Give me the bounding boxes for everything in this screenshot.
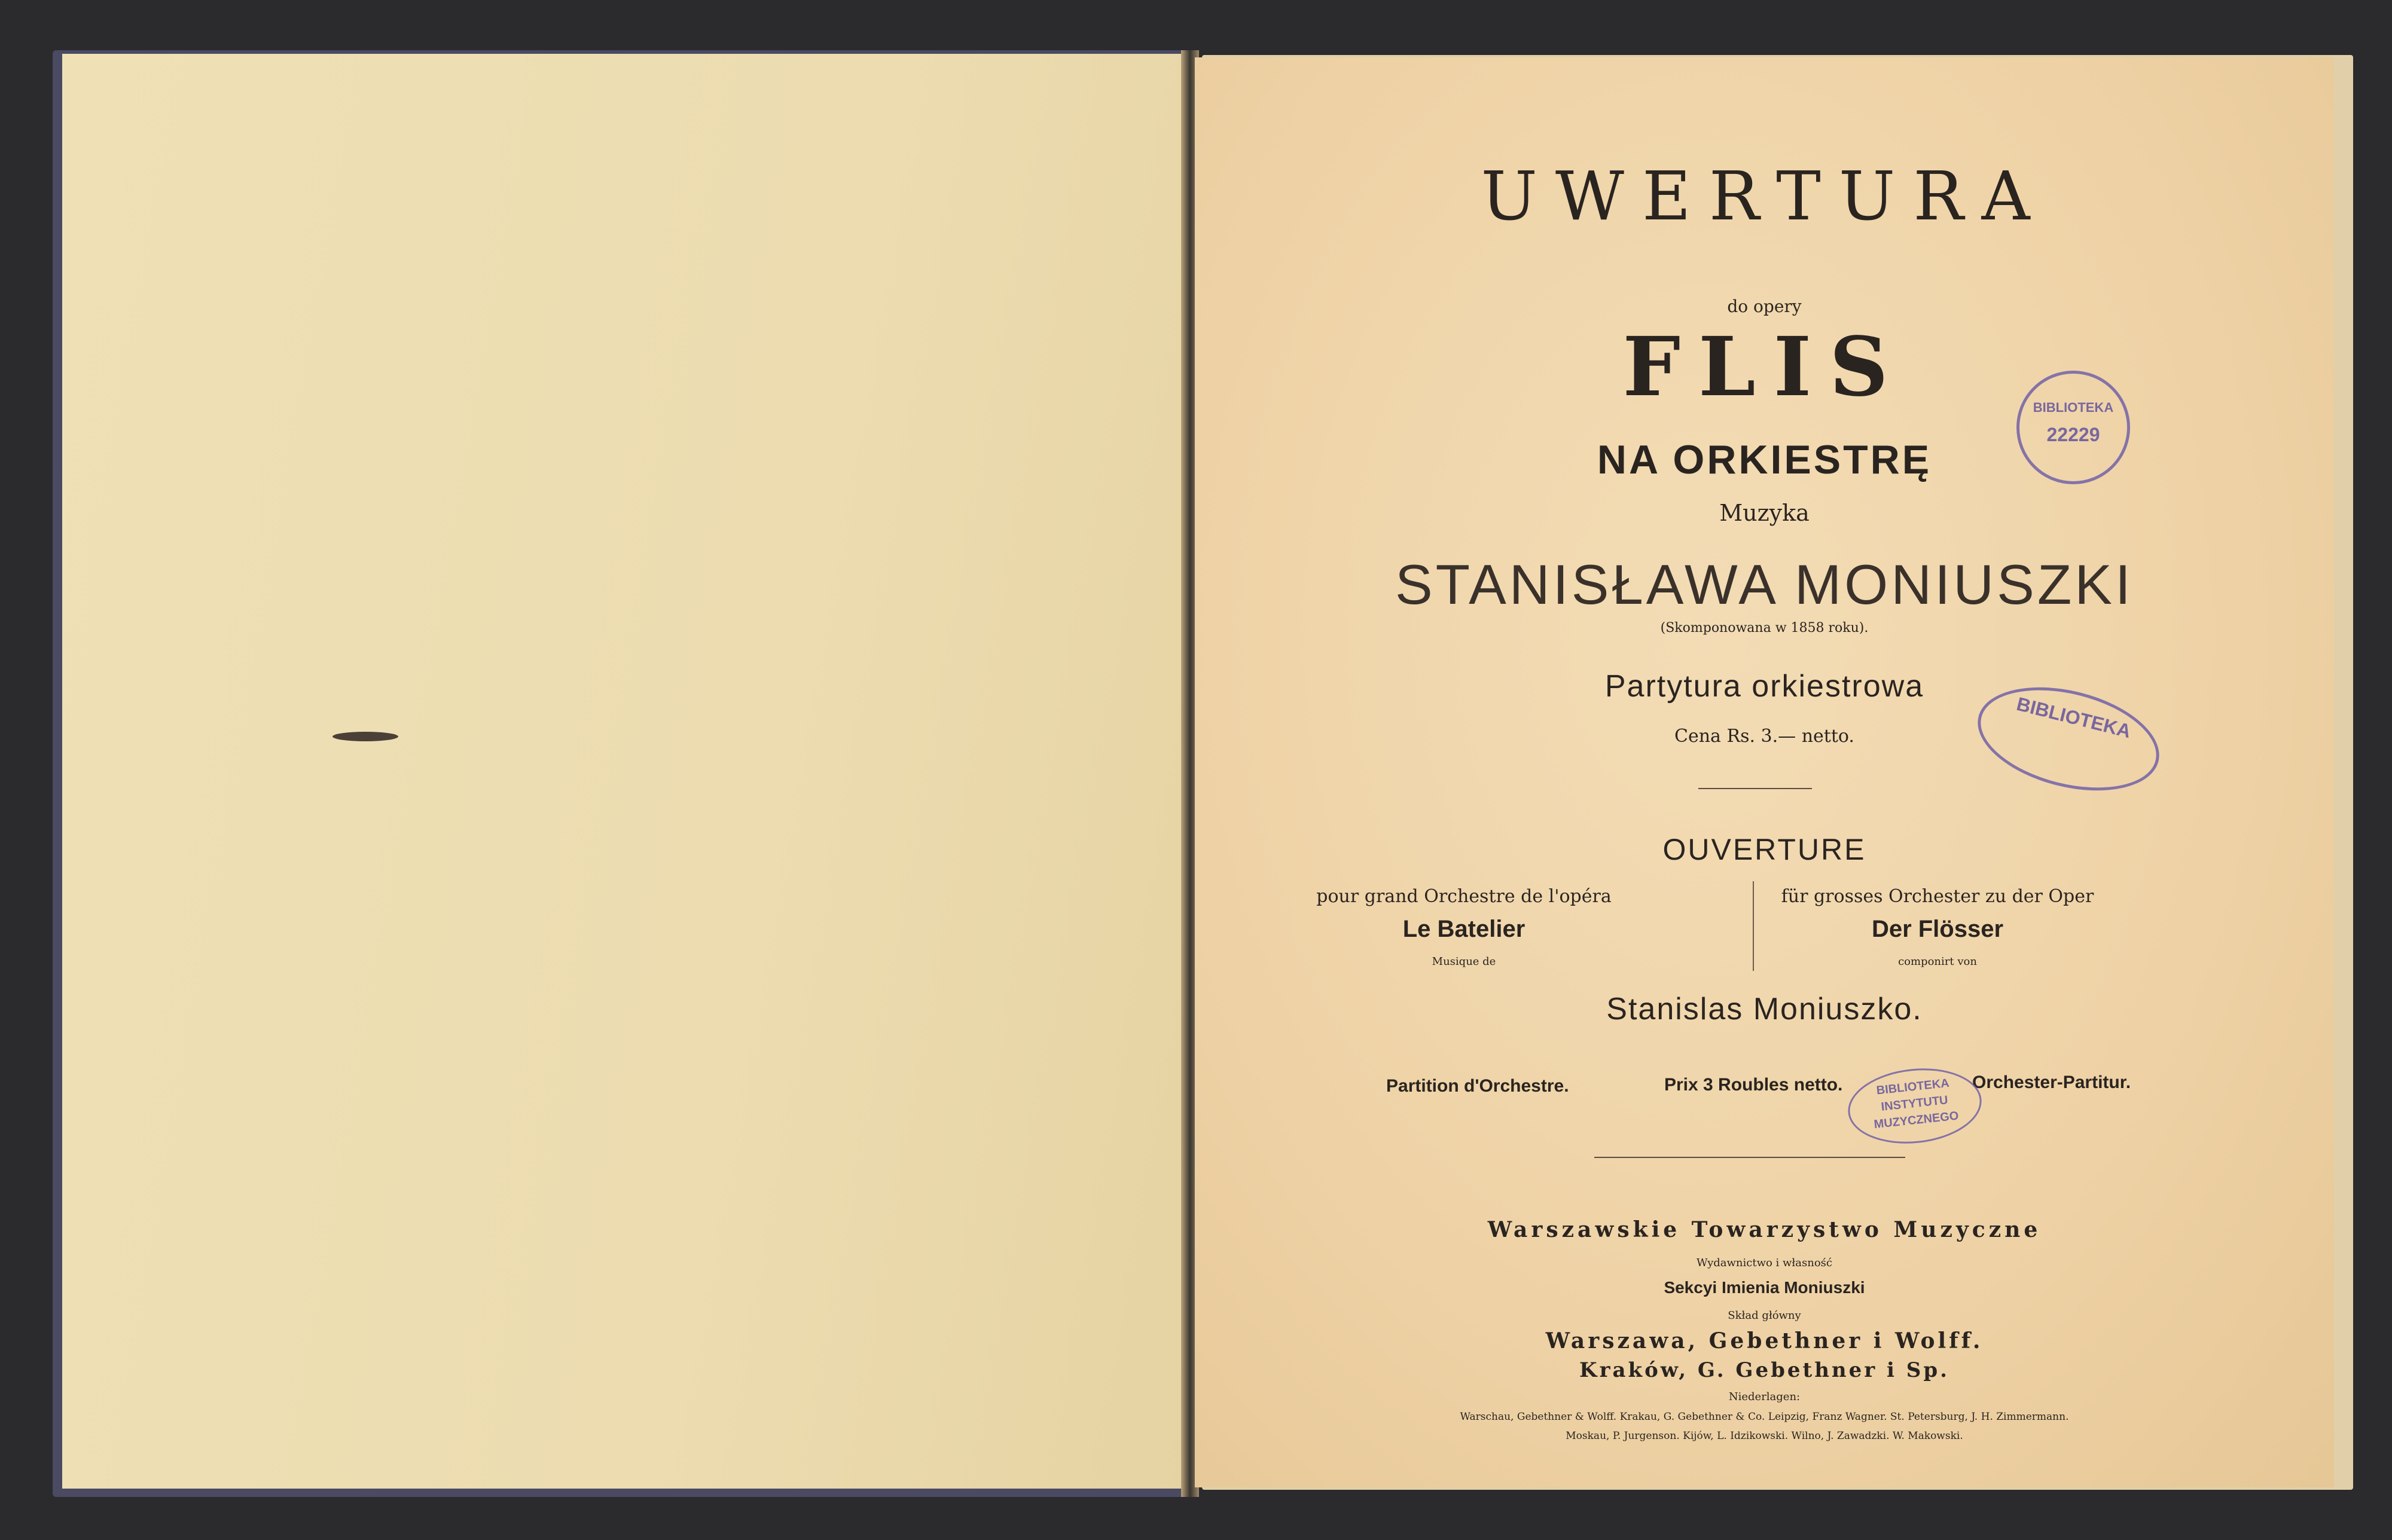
small-oval-stamp: BIBLIOTEKA INSTYTUTU MUZYCZNEGO xyxy=(1844,1062,1985,1150)
composer-name: STANISŁAWA MONIUSZKI xyxy=(1395,553,2134,616)
title-na-orkiestre: NA ORKIESTRĘ xyxy=(1597,437,1932,482)
title-flis: FLIS xyxy=(1622,319,1906,415)
ornament-rule-1 xyxy=(1698,788,1812,789)
publisher-krakow: Kraków, G. Gebethner i Sp. xyxy=(1579,1358,1949,1382)
publisher-wydawnictwo: Wydawnictwo i własność xyxy=(1696,1257,1832,1269)
publisher-sklad: Skład główny xyxy=(1728,1309,1801,1322)
orchester-partitur-label: Orchester-Partitur. xyxy=(1972,1072,2131,1092)
german-line: für grosses Orchester zu der Oper xyxy=(1781,886,2094,907)
price-polish: Cena Rs. 3.— netto. xyxy=(1674,726,1854,747)
niederlagen-line-2: Moskau, P. Jurgenson. Kijów, L. Idzikowski. Wilno, J. Zawadzki. W. Makowski. xyxy=(1566,1430,1963,1442)
niederlagen-label: Niederlagen: xyxy=(1728,1391,1801,1403)
german-componirt: componirt von xyxy=(1898,955,1977,968)
niederlagen-line-1: Warschau, Gebethner & Wolff. Krakau, G. Gebethner & Co. Leipzig, Franz Wagner. St. Petersburg, J. H. Zimmermann. xyxy=(1460,1411,2069,1423)
left-endpaper xyxy=(62,54,1189,1489)
column-divider xyxy=(1753,881,1754,971)
partition-label: Partition d'Orchestre. xyxy=(1386,1076,1569,1096)
partytura-label: Partytura orkiestrowa xyxy=(1604,669,1924,704)
title-do-opery: do opery xyxy=(1727,297,1802,316)
ink-spot xyxy=(332,732,398,741)
french-line: pour grand Orchestre de l'opéra xyxy=(1316,886,1612,907)
publisher-warszawa: Warszawa, Gebethner i Wolff. xyxy=(1545,1328,1984,1353)
composer-french: Stanislas Moniuszko. xyxy=(1606,992,1923,1026)
title-uwertura: UWERTURA xyxy=(1481,158,2048,236)
round-library-stamp: BIBLIOTEKA 22229 xyxy=(2016,371,2130,484)
french-musique: Musique de xyxy=(1432,955,1496,968)
german-title: Der Flösser xyxy=(1871,916,2004,942)
label-muzyka: Muzyka xyxy=(1719,500,1810,526)
title-page xyxy=(1195,57,2334,1487)
oval-library-stamp: BIBLIOTEKA xyxy=(1967,670,2170,808)
ouverture-title: OUVERTURE xyxy=(1662,833,1866,866)
french-title: Le Batelier xyxy=(1402,916,1525,942)
prix-label: Prix 3 Roubles netto. xyxy=(1664,1075,1843,1095)
ornament-rule-2 xyxy=(1594,1157,1905,1158)
composed-year: (Skomponowana w 1858 roku). xyxy=(1660,621,1869,635)
publisher-society: Warszawskie Towarzystwo Muzyczne xyxy=(1487,1217,2042,1242)
publisher-sekcyi: Sekcyi Imienia Moniuszki xyxy=(1664,1278,1865,1297)
